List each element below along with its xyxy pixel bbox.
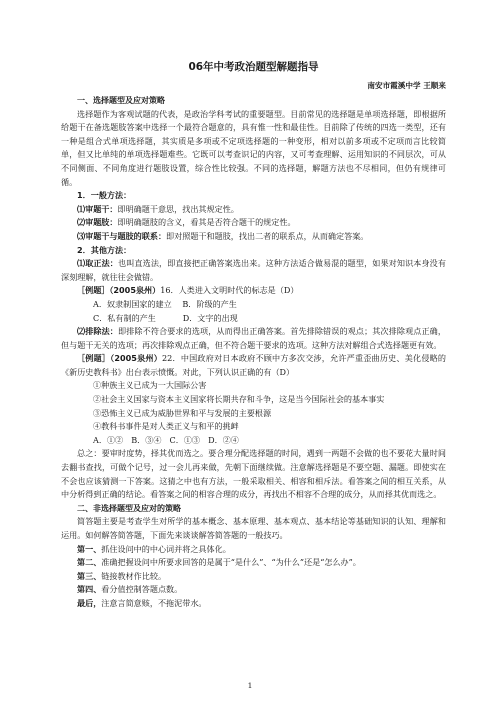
step-text: 注意言简意赅，不拖泥带水。 (101, 597, 207, 608)
step-label: 第一、 (77, 543, 102, 554)
choice-summary: 总之：要审时度势，择其优而选之。要合理分配选择题的时间，遇到一两题不会做的也不要花大量时间去翻书查找，可做个记号，过一会儿再来做，先朝下面继续做。注意解选择题是不要空题、漏题。即使实在不会也应该猜测一下答案。这猜之中也有方法，一般采取相关、相容和相斥法。看答案之间的相互关系，从中分析得到正确的结论。看答案之间的相容合理的成分，再找出不相容不合理的成分，从而择其优而选之。 (61, 448, 446, 500)
step-label: 第四、 (77, 584, 102, 595)
step-item (61, 543, 446, 557)
example1-question-text: 16．人类进入文明时代的标志是（D） (160, 285, 299, 296)
author-line: 南安市霞溪中学 王顺来 (367, 81, 446, 90)
section-heading-choice: 一、选择题型及应对策略 (77, 96, 165, 105)
method1-item (61, 203, 446, 217)
example2-question (61, 352, 446, 379)
section2-intro: 简答题主要是考查学生对所学的基本概念、基本原理、基本观点、基本结论等基础知识的认知、理解和运用。如何解答简答题，下面先来谈谈解答简答题的一般技巧。 (61, 516, 446, 540)
example1-options-row: A．奴隶制国家的建立 B．阶级的产生 (93, 298, 237, 309)
direct-method-label: ⑴取正法： (77, 258, 119, 269)
method2-heading: 2．其他方法： (77, 244, 132, 255)
method1-item-label: ⑴审题干： (77, 203, 118, 214)
direct-method (61, 257, 446, 284)
page-number: 1 (247, 681, 253, 690)
example2-label: ［例题］（2005泉州） (77, 353, 163, 364)
step-item (61, 597, 446, 611)
section-heading-nonchoice: 二、非选择题型及应对的策略 (77, 503, 181, 513)
step-label: 最后， (77, 597, 102, 608)
document-page (61, 60, 446, 611)
step-item (61, 570, 446, 584)
method1-heading: 1．一般方法： (77, 190, 132, 201)
example1-question (61, 284, 446, 298)
example2-statement: ①种族主义已成为一大国际公害 (93, 380, 207, 391)
step-label: 第二、 (77, 557, 102, 568)
example1-label: ［例题］（2005泉州） (77, 285, 161, 296)
step-label: 第三、 (77, 570, 102, 581)
step-text: 看分值控制答题点数。 (101, 584, 183, 595)
exclude-method-label: ⑵排除法： (77, 326, 119, 337)
direct-method-text: 也叫直选法，即直接把正确答案选出来。这种方法适合做易混的题型，如果对知识本身没有深刻理解，就往往会做错。 (61, 258, 446, 282)
example2-statement: ④教科书事件是对人类正义与和平的挑衅 (93, 421, 239, 432)
step-text: 准确把握设问中所要求回答的是属于“是什么”、“为什么”还是“怎么办”。 (101, 557, 361, 568)
method1-item-label: ⑵审题肢： (77, 217, 118, 228)
exclude-method-text: 即排除不符合要求的选项，从而得出正确答案。首先排除错误的观点；其次排除观点正确，但与题干无关的选项；再次排除观点正确，但不符合题干要求的选项。这种方法对解组合式选择题更有效。 (61, 326, 446, 350)
section1-intro: 选择题作为客观试题的代表，是政治学科考试的重要题型。目前常见的选择题是单项选择题，即根据所给题干在备选题肢答案中选择一个最符合题意的，具有惟一性和最佳性。目前除了传统的四选一类型，还有一种是组合式单项选择题，其实质是多项或不定项选择题的一种变形，相对以前多项或不定项而言比较简单，但又比单纯的单项选择题难些。它既可以考查识记的内容，又可考查理解、运用知识的不同层次，可从不同侧面、不同角度进行题肢设置，综合性比较强。不同的选择题，解题方法也不尽相同，但仍有规律可循。 (61, 108, 446, 187)
step-text: 抓住设问中的中心词并将之具体化。 (101, 543, 231, 554)
method1-item (61, 216, 446, 230)
example2-statement: ②社会主义国家与资本主义国家将长期共存和斗争，这是当今国际社会的基本事实 (93, 394, 385, 405)
method1-item (61, 230, 446, 244)
example1-options-row: C．私有制的产生 D．文字的出现 (93, 312, 238, 323)
method1-item-text: 即明确题干意思，找出其规定性。 (117, 203, 239, 214)
step-item (61, 583, 446, 597)
example2-question-text: 22．中国政府对日本政府不顾中方多次交涉，允许严重歪曲历史、美化侵略的《新历史教科书》出台表示愤慨。对此，下列认识正确的有（D） (61, 353, 446, 377)
method1-item-text: 即对照题干和题肢，找出二者的联系点，从而确定答案。 (166, 230, 369, 241)
example2-statement: ③恐怖主义已成为威胁世界和平与发展的主要根源 (93, 407, 272, 418)
page-title: 06年中考政治题型解题指导 (188, 61, 319, 73)
exclude-method (61, 325, 446, 352)
method1-item-text: 即明确题肢的含义，看其是否符合题干的规定性。 (117, 217, 296, 228)
step-text: 链接教材作比较。 (101, 570, 167, 581)
step-item (61, 556, 446, 570)
method1-item-label: ⑶审题干与题肢的联系： (77, 230, 167, 241)
example2-options: A．①② B．③④ C．①③ D．②④ (93, 434, 239, 445)
